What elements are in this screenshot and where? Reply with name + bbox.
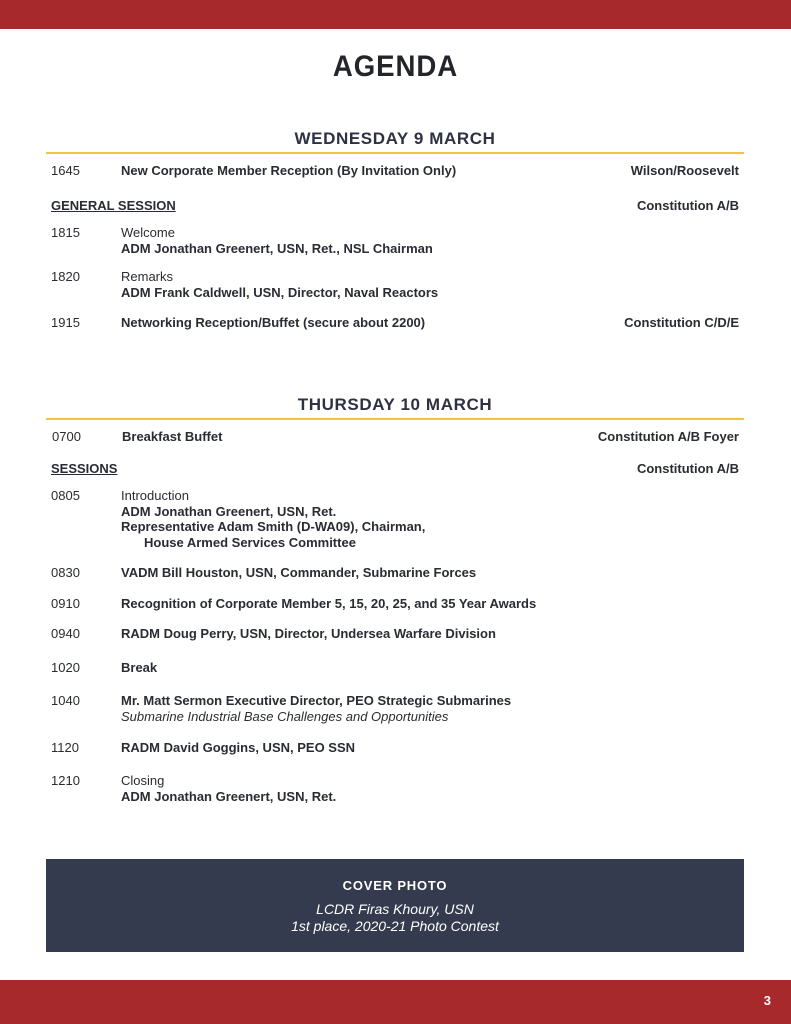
agenda-speaker: ADM Frank Caldwell, USN, Director, Naval Reactors <box>121 284 439 300</box>
agenda-time: 1820 <box>51 269 80 284</box>
page-title: AGENDA <box>332 50 459 83</box>
cover-photo-heading: COVER PHOTO <box>342 878 448 893</box>
section-label: GENERAL SESSION <box>51 198 176 213</box>
day-heading-thursday: THURSDAY 10 MARCH <box>297 395 493 414</box>
bottom-color-bar <box>0 980 791 1024</box>
agenda-label: Welcome <box>121 225 175 240</box>
agenda-time: 1210 <box>51 773 80 788</box>
page-number: 3 <box>763 993 771 1008</box>
agenda-location: Constitution A/B <box>636 198 739 213</box>
agenda-time: 0910 <box>51 596 80 611</box>
agenda-label: Remarks <box>121 269 174 284</box>
agenda-location: Constitution A/B Foyer <box>597 429 739 444</box>
agenda-location: Wilson/Roosevelt <box>630 163 739 178</box>
section-label: SESSIONS <box>51 461 118 476</box>
top-color-bar <box>0 0 791 29</box>
agenda-time: 1645 <box>51 163 80 178</box>
agenda-description: Break <box>121 660 158 675</box>
agenda-time: 0805 <box>51 488 80 503</box>
agenda-description: Recognition of Corporate Member 5, 15, 20, 25, and 35 Year Awards <box>121 596 537 611</box>
agenda-label: Closing <box>121 773 165 788</box>
agenda-description: RADM David Goggins, USN, PEO SSN <box>121 740 356 755</box>
agenda-time: 1120 <box>51 740 79 755</box>
day-heading-wednesday: WEDNESDAY 9 MARCH <box>294 129 496 148</box>
cover-photo-photographer: LCDR Firas Khoury, USN <box>316 901 474 917</box>
agenda-time: 1815 <box>51 225 80 240</box>
agenda-location: Constitution A/B <box>636 461 739 476</box>
agenda-speaker-continued: House Armed Services Committee <box>144 534 356 550</box>
agenda-speaker: ADM Jonathan Greenert, USN, Ret., NSL Chairman <box>121 240 433 256</box>
agenda-time: 0700 <box>52 429 81 444</box>
agenda-speaker: Representative Adam Smith (D-WA09), Chairman, <box>121 519 426 534</box>
agenda-time: 1020 <box>51 660 80 675</box>
agenda-speaker: ADM Jonathan Greenert, USN, Ret. <box>121 788 337 804</box>
agenda-time: 1915 <box>51 315 80 330</box>
agenda-speaker: ADM Jonathan Greenert, USN, Ret. <box>121 503 337 519</box>
agenda-location: Constitution C/D/E <box>624 315 739 330</box>
cover-photo-credit-box <box>46 859 744 952</box>
agenda-description: RADM Doug Perry, USN, Director, Undersea Warfare Division <box>121 626 496 641</box>
agenda-time: 1040 <box>51 693 80 708</box>
agenda-time: 0830 <box>51 565 80 580</box>
agenda-description: Networking Reception/Buffet (secure about 2200) <box>121 315 426 330</box>
agenda-description: Mr. Matt Sermon Executive Director, PEO Strategic Submarines <box>121 693 512 708</box>
cover-photo-award: 1st place, 2020-21 Photo Contest <box>291 918 499 934</box>
agenda-subtitle: Submarine Industrial Base Challenges and Opportunities <box>121 708 449 724</box>
agenda-description: Breakfast Buffet <box>122 429 223 444</box>
day-rule-thursday <box>46 418 744 420</box>
day-rule-wednesday <box>46 152 744 154</box>
agenda-label: Introduction <box>121 488 189 503</box>
agenda-description: VADM Bill Houston, USN, Commander, Submarine Forces <box>121 565 477 580</box>
agenda-time: 0940 <box>51 626 80 641</box>
agenda-description: New Corporate Member Reception (By Invitation Only) <box>121 163 457 178</box>
